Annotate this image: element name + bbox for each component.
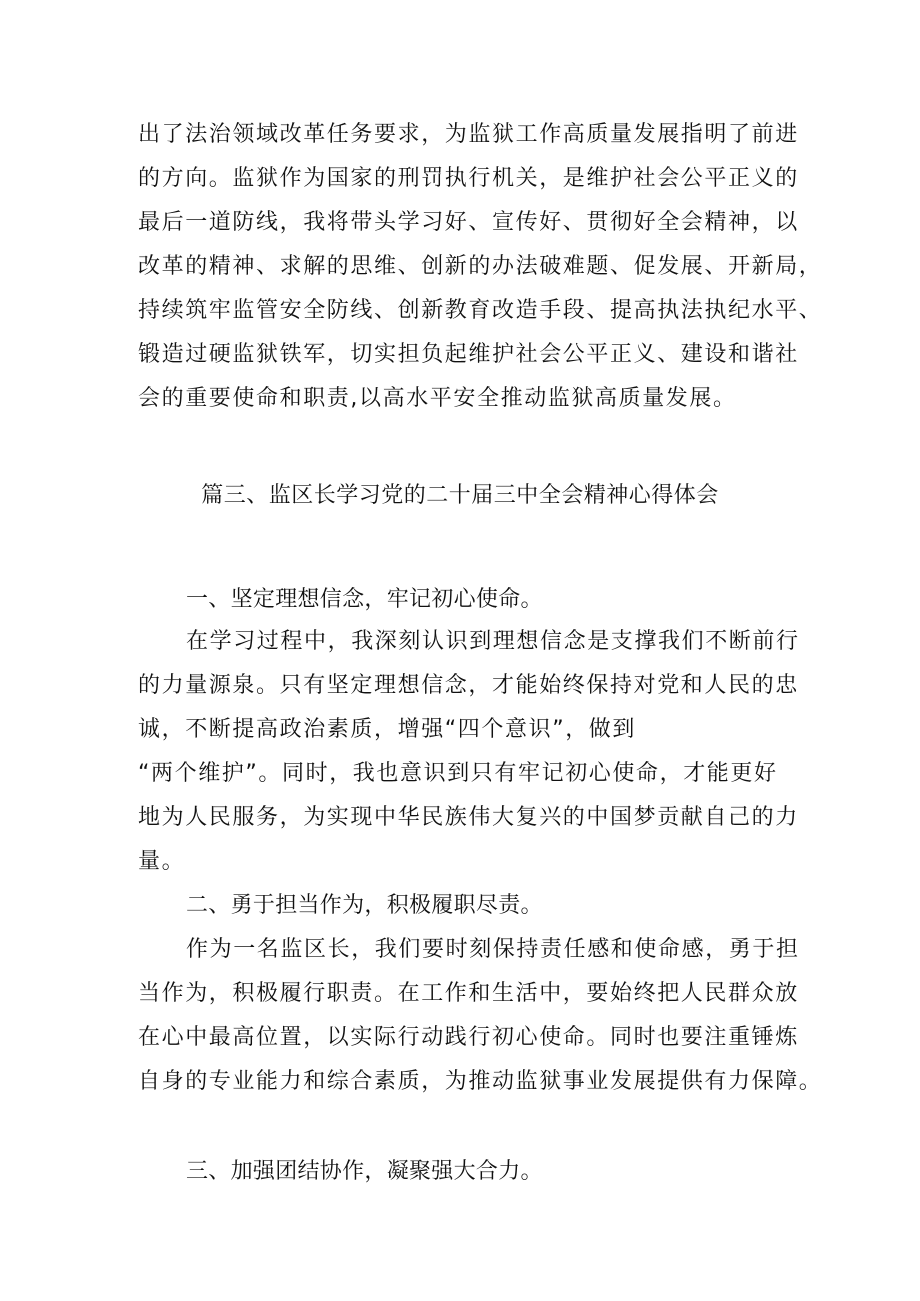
intro-line-4: 改革的精神、求解的思维、创新的办法破难题、促发展、开新局， <box>138 254 823 279</box>
section-2-line-4: 自身的专业能力和综合素质，为推动监狱事业发展提供有力保障。 <box>138 1069 823 1094</box>
intro-line-3: 最后一道防线，我将带头学习好、宣传好、贯彻好全会精神，以 <box>138 210 799 235</box>
section-2-heading: 二、勇于担当作为，积极履职尽责。 <box>186 893 543 918</box>
section-1-line-5: 地为人民服务，为实现中华民族伟大复兴的中国梦贡献自己的力 <box>138 805 799 830</box>
intro-line-1: 出了法治领域改革任务要求，为监狱工作高质量发展指明了前进 <box>138 122 799 147</box>
section-1-line-1: 在学习过程中，我深刻认识到理想信念是支撑我们不断前行 <box>186 629 800 654</box>
section-2-line-3: 在心中最高位置，以实际行动践行初心使命。同时也要注重锤炼 <box>138 1025 799 1050</box>
section-1-line-6: 量。 <box>138 849 186 874</box>
section-1-heading: 一、坚定理想信念，牢记初心使命。 <box>186 587 543 612</box>
section-3-heading: 三、加强团结协作，凝聚强大合力。 <box>186 1159 543 1184</box>
article-title: 篇三、监区长学习党的二十届三中全会精神心得体会 <box>201 483 719 508</box>
intro-line-6: 锻造过硬监狱铁军，切实担负起维护社会公平正义、建设和谐社 <box>138 342 799 367</box>
section-1-line-2: 的力量源泉。只有坚定理想信念，才能始终保持对党和人民的忠 <box>138 673 799 698</box>
intro-line-2: 的方向。监狱作为国家的刑罚执行机关，是维护社会公平正义的 <box>138 166 799 191</box>
intro-line-5: 持续筑牢监管安全防线、创新教育改造手段、提高执法执纪水平、 <box>138 298 823 323</box>
section-2-line-1: 作为一名监区长，我们要时刻保持责任感和使命感，勇于担 <box>186 937 800 962</box>
intro-line-7: 会的重要使命和职责,以高水平安全推动监狱高质量发展。 <box>138 386 737 411</box>
section-2-line-2: 当作为，积极履行职责。在工作和生活中，要始终把人民群众放 <box>138 981 799 1006</box>
section-1-line-3: 诚，不断提高政治素质，增强“四个意识”，做到 <box>138 717 636 742</box>
section-1-line-4: “两个维护”。同时，我也意识到只有牢记初心使命，才能更好 <box>138 761 778 786</box>
